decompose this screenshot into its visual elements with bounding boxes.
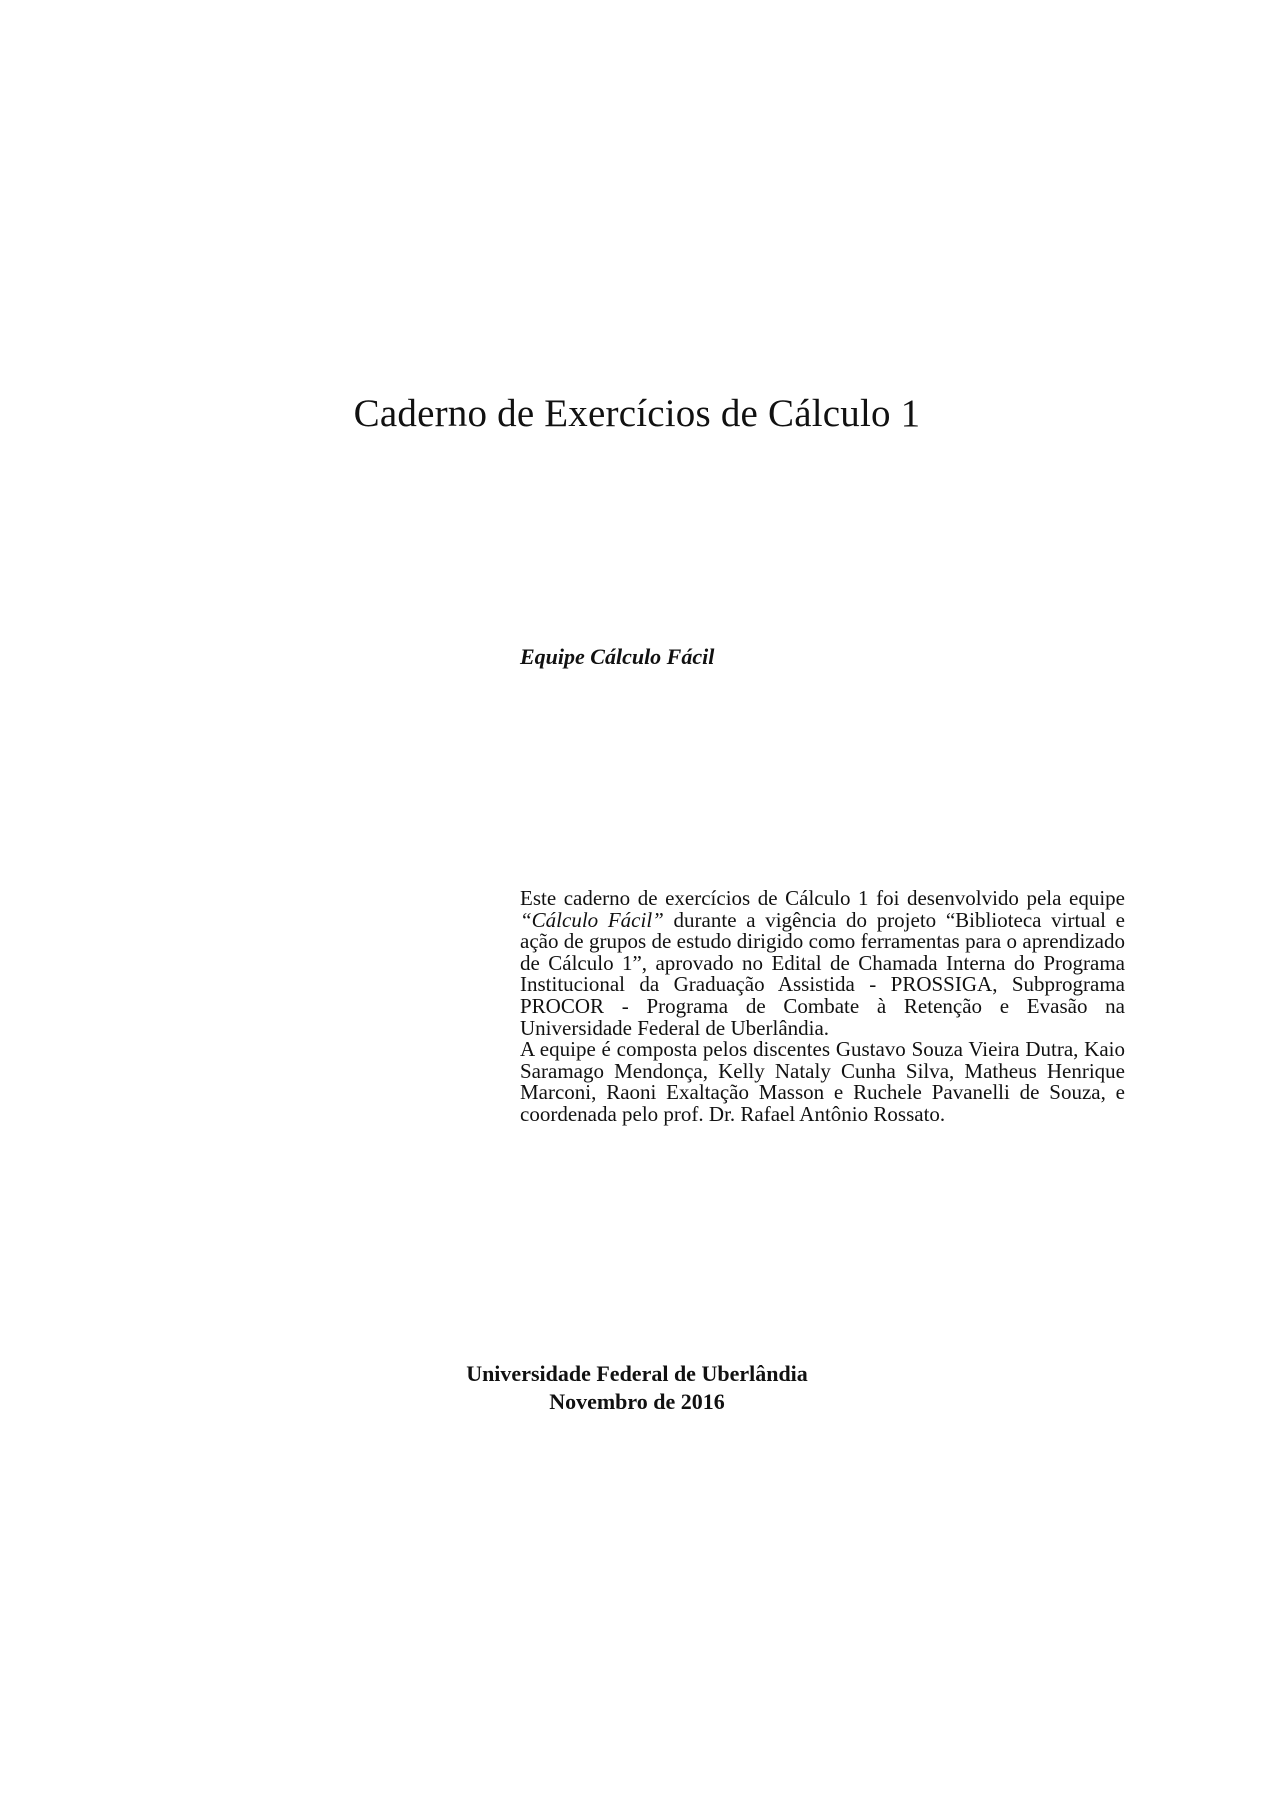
footer-date: Novembro de 2016 [549,1389,725,1414]
abstract-p1-text-after: durante a vigência do projeto “Biblioteca virtual e ação de grupos de estudo dirigido como ferramentas para o aprendizado de Cálculo 1”, aprovado no Edital de Chamada Interna do Programa Institucional da Graduação Assistida - PROSSIGA, Subprograma PROCOR - Programa de Combate à Retenção e Evasão na Universidade Federal de Uberlândia. [520,907,1125,1040]
abstract-p1-text-before: Este caderno de exercícios de Cálculo 1 foi desenvolvido pela equipe [520,886,1125,910]
abstract-paragraph-1 [520,888,1125,1039]
document-title: Caderno de Exercícios de Cálculo 1 [353,392,921,435]
footer-institution: Universidade Federal de Uberlândia [466,1361,808,1386]
team-name: Equipe Cálculo Fácil [520,644,715,669]
footer [0,1360,1277,1416]
abstract-p1-team-emphasis: “Cálculo Fácil” [520,907,664,932]
abstract [520,888,1125,1126]
abstract-paragraph-2: A equipe é composta pelos discentes Gustavo Souza Vieira Dutra, Kaio Saramago Mendonça, Kelly Nataly Cunha Silva, Matheus Henrique Marconi, Raoni Exaltação Masson e Ruchele Pavanelli de Souza, e coordenada pelo prof. Dr. Rafael Antônio Rossato. [520,1037,1125,1126]
